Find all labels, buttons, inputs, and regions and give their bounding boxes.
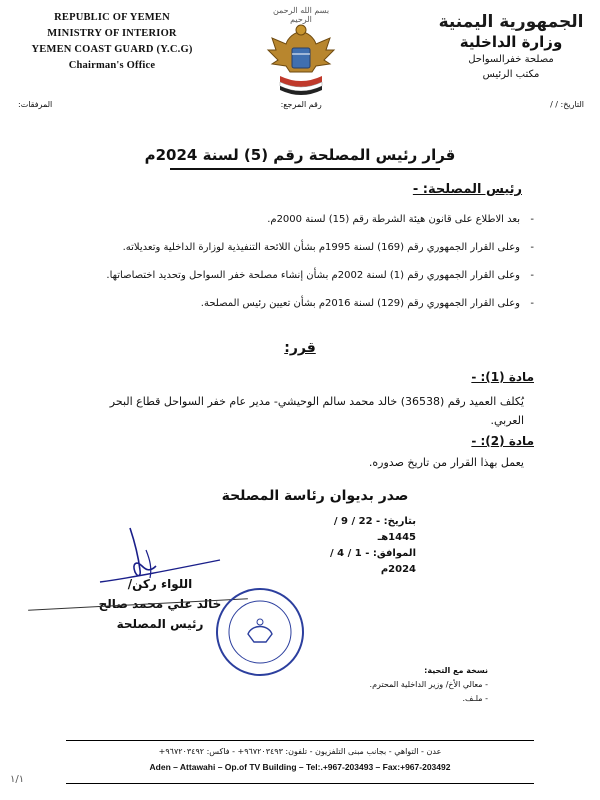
footer-arabic: عدن - التواهي - بجانب مبنى التلفزيون - تلفون: ٩٦٧٢٠٣٤٩٣+ - فاكس: ٩٦٧٢٠٣٤٩٢+: [158, 747, 442, 756]
whereas-item: - وعلى القرار الجمهوري رقم (129) لسنة 2016م بشأن تعيين رئيس المصلحة.: [54, 296, 534, 312]
header-en-line3: YEMEN COAST GUARD (Y.C.G): [31, 44, 193, 55]
whereas-item: - وعلى القرار الجمهوري رقم (1) لسنة 2002م بشأن إنشاء مصلحة خفر السواحل وتحديد اختصاصاتها.: [54, 268, 534, 284]
signatory-name: خالد علي محمد صالح: [98, 597, 222, 611]
copies-label: نسخة مع التحية:: [424, 666, 488, 675]
official-stamp: [214, 586, 306, 678]
header-ar-line4: مكتب الرئيس: [482, 69, 540, 80]
header-ar-line2: وزارة الداخلية: [459, 33, 563, 51]
ref-number-label: رقم المرجع:: [280, 100, 322, 109]
whereas-list: [54, 212, 534, 324]
eagle-emblem-icon: [266, 20, 336, 100]
whereas-item: - بعد الاطلاع على قانون هيئة الشرطة رقم (15) لسنة 2000م.: [54, 212, 534, 228]
copies-line: - ملـف.: [462, 694, 488, 703]
header-arabic: [436, 12, 586, 82]
header-en-line2: MINISTRY OF INTERIOR: [47, 28, 177, 39]
footer-english: Aden – Attawahi – Op.of TV Building – Tel:.+967-203493 – Fax:+967-203492: [149, 762, 451, 772]
chairman-label: رئيس المصلحة: -: [412, 182, 522, 197]
article-1-text: يُكلف العميد رقم (36538) خالد محمد سالم الوحيشي- مدير عام خفر السواحل قطاع البحر العربي.: [109, 395, 524, 427]
article-2-label: مادة (2): -: [471, 434, 534, 448]
hijri-date: بتاريخ: - 22 / 9 / 1445هـ: [333, 516, 416, 543]
decision-title: قرار رئيس المصلحة رقم (5) لسنة 2024م: [144, 146, 456, 164]
decision-dates: [316, 514, 416, 578]
header-ar-line3: مصلحة خفرالسواحل: [468, 54, 554, 65]
basmala: بسم الله الرحمن الرحيم: [272, 6, 330, 24]
title-underline: [170, 168, 440, 170]
signatory-title: رئيس المصلحة: [116, 617, 204, 631]
page-number: ١/١: [10, 774, 25, 785]
issued-statement: صدر بديوان رئاسة المصلحة: [221, 488, 409, 504]
reference-line: [18, 100, 584, 116]
copies-block: [318, 664, 488, 706]
header-english: [12, 10, 212, 74]
whereas-item: - وعلى القرار الجمهوري رقم (169) لسنة 1995م بشأن اللائحة التنفيذية لوزارة الداخلية وتعديلاته.: [54, 240, 534, 256]
signatory-rank: اللواء ركن/: [127, 577, 193, 591]
attachments-label: المرفقات:: [18, 100, 53, 109]
article-2-text: يعمل بهذا القرار من تاريخ صدوره.: [368, 456, 524, 469]
article-1-label: مادة (1): -: [471, 370, 534, 384]
decided-heading: قرر:: [284, 340, 316, 356]
header-ar-line1: الجمهورية اليمنية: [438, 12, 584, 32]
signatory-block: [90, 574, 230, 634]
header-en-line1: REPUBLIC OF YEMEN: [54, 12, 170, 23]
footer: [66, 740, 534, 784]
copies-line: - معالي الأخ/ وزير الداخلية المحترم.: [369, 680, 488, 689]
date-field-label: التاريخ: / /: [550, 100, 584, 109]
header-en-line4: Chairman's Office: [68, 60, 156, 71]
gregorian-date: الموافق: - 1 / 4 / 2024م: [330, 548, 416, 575]
